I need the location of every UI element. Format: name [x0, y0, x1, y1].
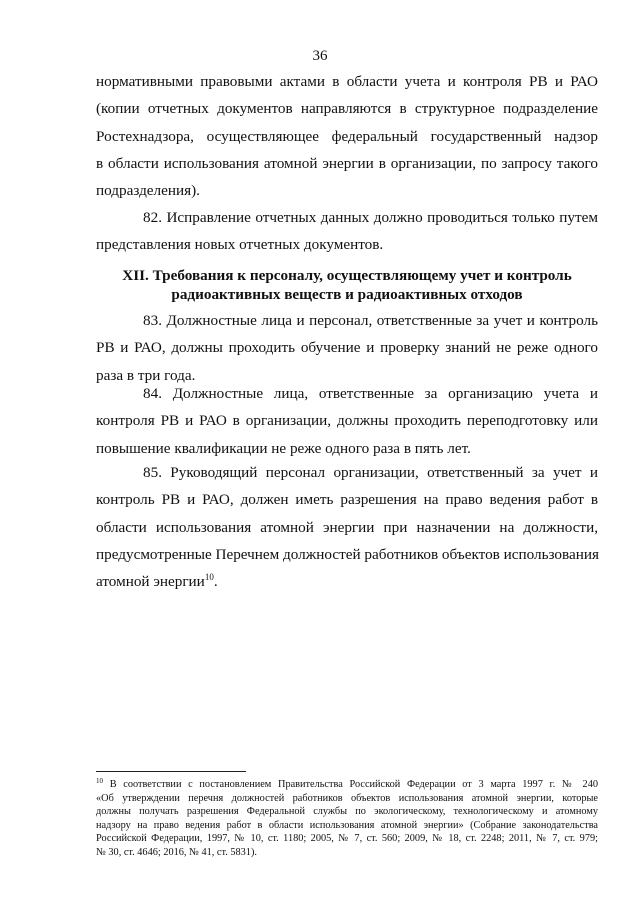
- section-heading: [96, 266, 598, 304]
- paragraph-84: [96, 380, 598, 462]
- text-line: нормативными правовыми актами в области учета и контроля РВ и РАО: [96, 73, 598, 90]
- footnote-line: [96, 778, 598, 792]
- paragraph-82: [96, 204, 598, 259]
- text-line: 84. Должностные лица, ответственные за организацию учета и: [143, 385, 598, 402]
- heading-line: XII. Требования к персоналу, осуществляющему учет и контроль: [122, 267, 572, 284]
- text-line: (копии отчетных документов направляются в структурное подразделение: [96, 100, 598, 118]
- footnote-line: «Об утверждении перечня должностей работников объектов использования атомной энергии, которые: [96, 792, 598, 804]
- text-fragment: атомной энергии: [96, 573, 205, 591]
- page-number: 36: [312, 48, 328, 64]
- paragraph-83: [96, 307, 598, 389]
- text-line: подразделения).: [96, 182, 200, 200]
- footnote-line: № 30, ст. 4646; 2016, № 41, ст. 5831).: [96, 846, 257, 858]
- paragraph-85: [96, 459, 598, 595]
- footnote-reference[interactable]: 10: [204, 572, 214, 583]
- footnote-line: надзору на право ведения работ в области использования атомной энергии» (Собрание законодательства: [96, 819, 598, 831]
- text-line: раза в три года.: [96, 366, 196, 384]
- text-line: в области использования атомной энергии в организации, по запросу такого: [96, 154, 598, 172]
- footnote-line: Российской Федерации, 1997, № 10, ст. 1180; 2005, № 7, ст. 560; 2009, № 18, ст. 2248; 2011, № 7, ст. 979;: [96, 833, 598, 845]
- footnote: [96, 778, 598, 860]
- footnote-separator: [96, 771, 246, 772]
- text-line: 83. Должностные лица и персонал, ответственные за учет и контроль: [143, 312, 598, 329]
- text-line: предусмотренные Перечнем должностей работников объектов использования: [96, 545, 599, 563]
- text-line: РВ и РАО, должны проходить обучение и проверку знаний не реже одного: [96, 339, 598, 357]
- text-line: области использования атомной энергии при назначении на должности,: [96, 518, 598, 536]
- footnote-text: В соответствии с постановлением Правительства Российской Федерации от 3 марта 1997 г. № 240: [109, 779, 598, 790]
- text-line: повышение квалификации не реже одного раза в пять лет.: [96, 439, 471, 457]
- footnote-marker: 10: [96, 777, 103, 785]
- footnote-line: должны получать разрешения Федеральной службы по экологическому, технологическому и атомному: [96, 806, 598, 818]
- text-line: 85. Руководящий персонал организации, ответственный за учет и: [143, 464, 598, 481]
- text-line-with-footnote: атомной энергии$^{10}$.: [96, 572, 218, 591]
- text-line: представления новых отчетных документов.: [96, 236, 384, 254]
- text-line: Ростехнадзора, осуществляющее федеральный государственный надзор: [96, 127, 598, 145]
- text-line: контроль РВ и РАО, должен иметь разрешения на право ведения работ в: [96, 491, 598, 509]
- text-line: 82. Исправление отчетных данных должно проводиться только путем: [143, 209, 598, 226]
- text-line: контроля РВ и РАО в организации, должны проходить переподготовку или: [96, 412, 598, 430]
- heading-line: радиоактивных веществ и радиоактивных отходов: [171, 286, 523, 303]
- paragraph-continuation: [96, 68, 598, 204]
